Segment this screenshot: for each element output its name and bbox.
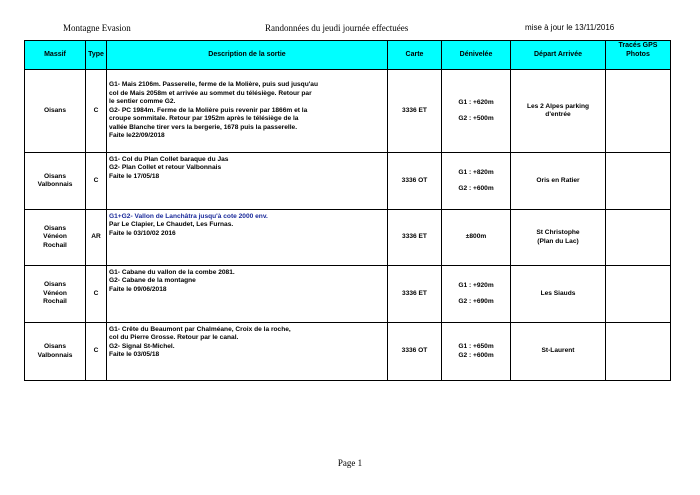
cell-carte: 3336 OT: [388, 153, 442, 210]
cell-description: G1- Col du Plan Collet baraque du Jas G2- Plan Collet et retour Valbonnais Faite le 17/05/18: [107, 153, 388, 210]
cell-depart: St-Laurent: [511, 323, 606, 381]
cell-depart: Les Siauds: [511, 266, 606, 323]
cell-depart: St Christophe (Plan du Lac): [511, 210, 606, 266]
cell-type: AR: [86, 210, 107, 266]
table-row: [25, 210, 671, 266]
cell-denivelee: ±800m: [442, 210, 511, 266]
cell-massif: Oisans Valbonnais: [25, 323, 86, 381]
cell-massif: Oisans Vénéon Rochail: [25, 266, 86, 323]
table-row: [25, 153, 671, 210]
cell-description: G1- Crête du Beaumont par Chalméane, Croix de la roche, col du Pierre Grosse. Retour par le canal. G2- Signal St-Michel. Faite le 03/05/18: [107, 323, 388, 381]
cell-type: C: [86, 266, 107, 323]
col-header-carte: Carte: [388, 41, 442, 70]
cell-massif: Oisans Vénéon Rochail: [25, 210, 86, 266]
table-row: [25, 70, 671, 153]
table-header-row: [25, 41, 671, 70]
cell-carte: 3336 ET: [388, 266, 442, 323]
col-header-massif: Massif: [25, 41, 86, 70]
cell-description: G1- Mais 2106m. Passerelle, ferme de la Molière, puis sud jusqu'au col de Mais 2058m et arrivée au sommet du télésiège. Retour par le sentier comme G2. G2- PC 1984m. Ferme de la Molière puis revenir par 1866m et la croupe sommitale. Retour par 1952m après le télésiège de la vallée Blanche tirer vers la bergerie, 1678 puis la passerelle. Faite le22/09/2018: [107, 70, 388, 153]
cell-description: G1- Cabane du vallon de la combe 2081. G2- Cabane de la montagne Faite le 09/06/2018: [107, 266, 388, 323]
page-number: Page 1: [337, 458, 363, 468]
cell-type: C: [86, 323, 107, 381]
cell-traces: [606, 266, 671, 323]
cell-massif: Oisans Valbonnais: [25, 153, 86, 210]
cell-denivelee: G1 : +820m G2 : +600m: [442, 153, 511, 210]
cell-depart: Les 2 Alpes parking d'entrée: [511, 70, 606, 153]
col-header-traces: Tracés GPS Photos: [606, 41, 671, 70]
col-header-type: Type: [86, 41, 107, 70]
cell-depart: Oris en Ratier: [511, 153, 606, 210]
header-club-name: Montagne Evasion: [63, 23, 131, 33]
cell-type: C: [86, 70, 107, 153]
cell-carte: 3336 OT: [388, 323, 442, 381]
hikes-table: [24, 40, 671, 381]
table-row: [25, 266, 671, 323]
cell-traces: [606, 70, 671, 153]
header-update-date: mise à jour le 13/11/2016: [525, 23, 615, 32]
cell-type: C: [86, 153, 107, 210]
cell-carte: 3336 ET: [388, 210, 442, 266]
cell-denivelee: G1 : +920m G2 : +690m: [442, 266, 511, 323]
cell-denivelee: G1 : +620m G2 : +500m: [442, 70, 511, 153]
cell-carte: 3336 ET: [388, 70, 442, 153]
cell-traces: [606, 153, 671, 210]
table-row: [25, 323, 671, 381]
header-title: Randonnées du jeudi journée effectuées: [265, 23, 409, 33]
col-header-denivelee: Dénivelée: [442, 41, 511, 70]
cell-description: G1+G2- Vallon de Lanchâtra jusqu'à cote 2000 env. Par Le Clapier, Le Chaudet, Les Furnas. Faite le 03/10/02 2016: [107, 210, 388, 266]
cell-traces: [606, 210, 671, 266]
cell-denivelee: G1 : +650m G2 : +600m: [442, 323, 511, 381]
cell-massif: Oisans: [25, 70, 86, 153]
col-header-description: Description de la sortie: [107, 41, 388, 70]
cell-traces: [606, 323, 671, 381]
col-header-depart: Départ Arrivée: [511, 41, 606, 70]
